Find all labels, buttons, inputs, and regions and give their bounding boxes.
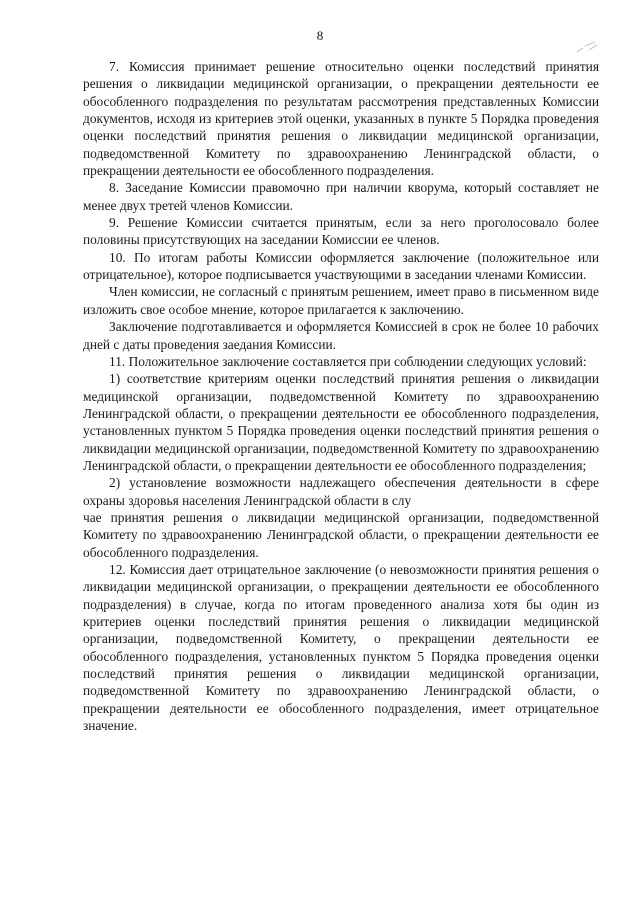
scan-mark — [575, 40, 599, 54]
document-body — [83, 58, 599, 734]
condition-1: 1) соответствие критериям оценки последствий принятия решения о ликвидации медицинской организации, подведомственной Комитету по здравоохранению Ленинградской области, о прекращении деятельности ее обособленного подразделения, установленных пунктом 5 Порядка проведения оценки последствий принятия решения о ликвидации медицинской организации, подведомственной Комитету по здравоохранению Ленинградской области, о прекращении деятельности ее обособленного подразделения; — [83, 371, 599, 473]
paragraph-8: 8. Заседание Комиссии правомочно при наличии кворума, который составляет не менее двух третей членов Комиссии. — [83, 180, 599, 213]
paragraph-12: 12. Комиссия дает отрицательное заключение (о невозможности принятия решения о ликвидации медицинской организации, о прекращении деятельности ее обособленного подразделения) в случае, когда по итогам проведенного анализа хотя бы один из критериев оценки последствий принятия решения о ликвидации медицинской организации, подведомственной Комитету, о прекращении деятельности ее обособленного подразделения, установленных пунктом 5 Порядка проведения оценки последствий принятия решения о ликвидации медицинской организации, подведомственной Комитету по здравоохранению Ленинградской области, о прекращении деятельности ее обособленного подразделения, имеет отрицательное значение. — [83, 561, 599, 734]
page-number: 8 — [316, 28, 324, 43]
paragraph-7: 7. Комиссия принимает решение относительно оценки последствий принятия решения о ликвидации медицинской организации, о прекращении деятельности ее обособленного подразделения по результатам рассмотрения представленных Комиссии документов, исходя из критериев этой оценки, указанных в пункте 5 Порядка проведения оценки последствий принятия решения о ликвидации медицинской организации, подведомственной Комитету по здравоохранению Ленинградской области, о прекращении деятельности ее обособленного подразделения. — [83, 59, 599, 179]
paragraph-9: 9. Решение Комиссии считается принятым, если за него проголосовало более половины присутствующих на заседании Комиссии ее членов. — [83, 215, 599, 248]
paragraph-10: 10. По итогам работы Комиссии оформляется заключение (положительное или отрицательное), которое подписывается участвующими в заседании членами Комиссии. — [83, 249, 599, 283]
paragraph-dissent: Член комиссии, не согласный с принятым решением, имеет право в письменном виде изложить свое особое мнение, которое прилагается к заключению. — [83, 284, 599, 317]
condition-2-continuation: чае принятия решения о ликвидации медицинской организации, подведомственной Комитету по здравоохранению Ленинградской области, о прекращении деятельности ее обособленного подразделения. — [83, 509, 599, 560]
condition-2: 2) установление возможности надлежащего обеспечения деятельности в сфере охраны здоровья населения Ленинградской области в слу — [83, 475, 599, 508]
paragraph-11: 11. Положительное заключение составляется при соблюдении следующих условий: — [109, 353, 587, 369]
paragraph-conclusion-term: Заключение подготавливается и оформляется Комиссией в срок не более 10 рабочих дней с даты проведения заедания Комиссии. — [83, 319, 599, 352]
